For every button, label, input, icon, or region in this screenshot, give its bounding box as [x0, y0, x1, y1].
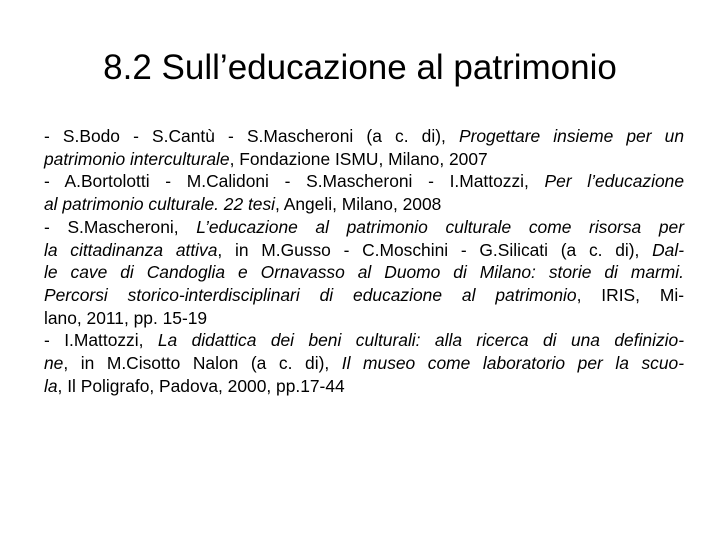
bibliography-line [44, 329, 684, 352]
italic-title-text: al patrimonio culturale. 22 tesi [44, 194, 276, 215]
reference-text: , in M.Gusso - C.Moschini - G.Silicati (a c. di), [217, 239, 653, 260]
reference-text: lano, 2011, pp. 15-19 [44, 307, 208, 328]
italic-title-text: Il museo come laboratorio per la scuo- [341, 353, 684, 374]
bibliography-line [44, 216, 684, 239]
bibliography-line [44, 375, 684, 398]
reference-text: - S.Bodo - S.Cantù - S.Mascheroni (a c. di), [44, 126, 459, 146]
bibliography-line [44, 239, 684, 262]
bibliography-line [44, 307, 684, 330]
italic-title-text: Percorsi storico-interdisciplinari di educazione al patrimonio [44, 284, 577, 305]
bibliography-line [44, 284, 684, 307]
italic-title-text: Progettare insieme per un [458, 126, 684, 146]
bibliography-line [44, 170, 684, 193]
italic-title-text: la [44, 375, 58, 396]
reference-text: - S.Mascheroni, [44, 216, 197, 237]
italic-title-text: ne [44, 353, 64, 374]
bibliography-text [44, 125, 684, 397]
italic-title-text: Dal- [652, 239, 685, 260]
italic-title-text: patrimonio interculturale [44, 148, 230, 169]
reference-text: - A.Bortolotti - M.Calidoni - S.Mascheroni - I.Mattozzi, [44, 171, 545, 192]
italic-title-text: le cave di Candoglia e Ornavasso al Duomo di Milano: storie di marmi. [44, 262, 684, 283]
italic-title-text: L’educazione al patrimonio culturale come risorsa per [196, 216, 684, 237]
reference-text: , Fondazione ISMU, Milano, 2007 [229, 148, 488, 169]
bibliography-line [44, 352, 684, 375]
reference-text: , IRIS, Mi- [576, 284, 684, 305]
bibliography-line [44, 125, 684, 148]
reference-text: - I.Mattozzi, [44, 330, 158, 351]
bibliography-line [44, 193, 684, 216]
bibliography-line [44, 148, 684, 171]
reference-text: , in M.Cisotto Nalon (a c. di), [63, 353, 342, 374]
slide-title: 8.2 Sull’educazione al patrimonio [103, 48, 617, 88]
reference-text: , Il Poligrafo, Padova, 2000, pp.17-44 [57, 375, 345, 396]
reference-text: , Angeli, Milano, 2008 [275, 194, 442, 215]
bibliography-line [44, 261, 684, 284]
italic-title-text: la cittadinanza attiva [44, 239, 218, 260]
italic-title-text: Per l’educazione [544, 171, 684, 192]
italic-title-text: La didattica dei beni culturali: alla ricerca di una definizio- [157, 330, 684, 351]
